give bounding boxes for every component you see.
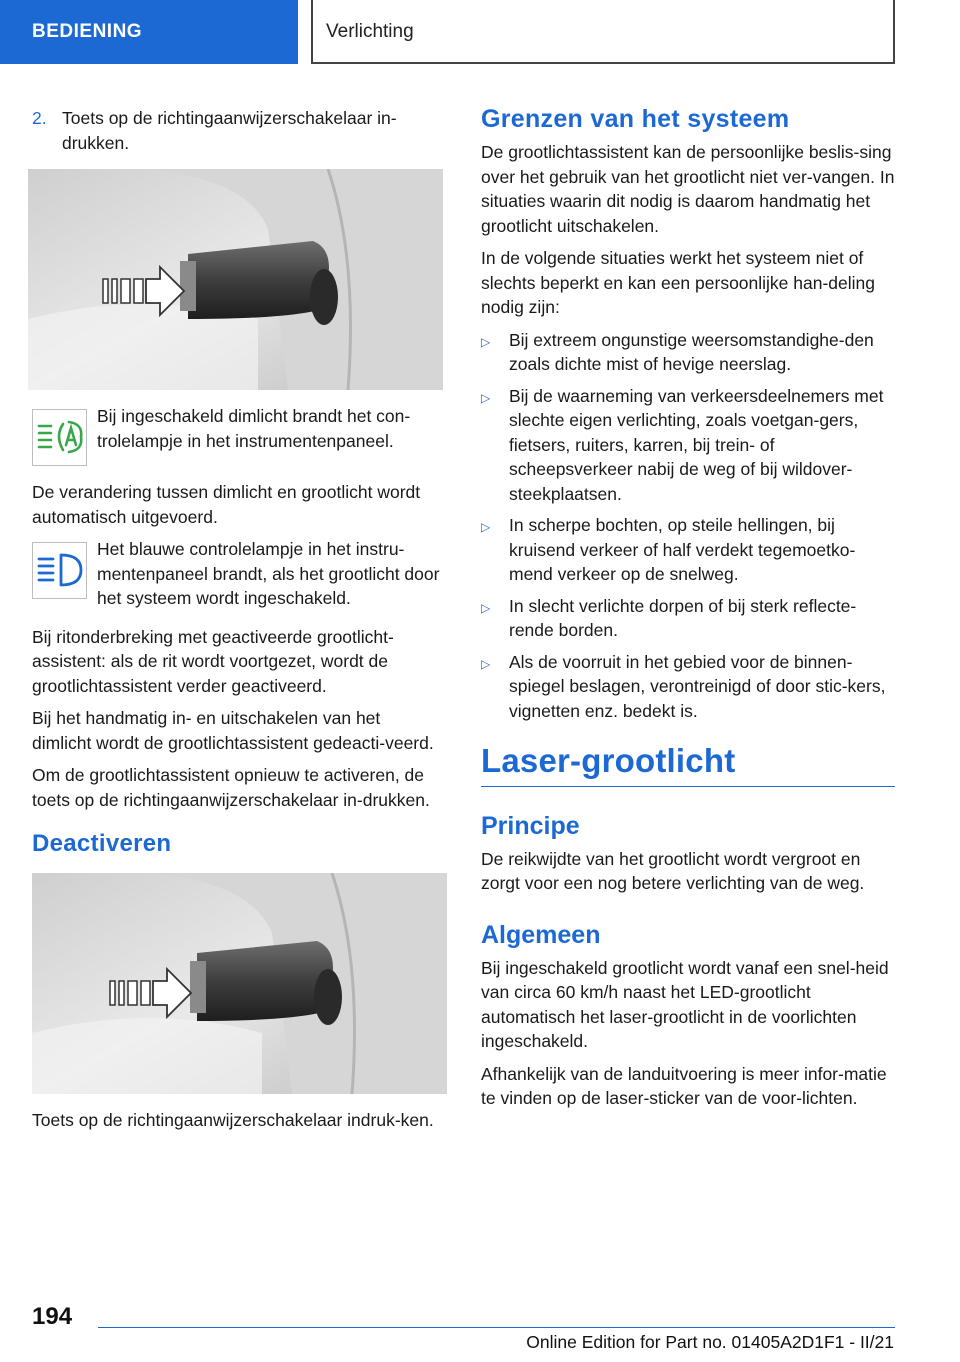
stalk-illustration-1 — [28, 169, 443, 390]
chapter-title: Verlichting — [326, 21, 414, 42]
list-item-text: Bij extreem ongunstige weersomstandighe-den zoals dichte mist of hevige neerslag. — [509, 329, 874, 374]
green-high-beam-assistant-icon — [32, 409, 87, 466]
paragraph: Bij ingeschakeld grootlicht wordt vanaf een snel-heid van circa 60 km/h naast het LED-grootlicht automatisch het laser-grootlicht in de voorlichten ingeschakeld. — [481, 957, 889, 1051]
paragraph: De verandering tussen dimlicht en grootlicht wordt automatisch uitgevoerd. — [32, 482, 421, 527]
paragraph: De grootlichtassistent kan de persoonlijke beslis-sing over het gebruik van het grootlicht niet ver-vangen. In situaties waarin dit nodig is daarom handmatig het grootlicht uitschakelen. — [481, 142, 895, 236]
triangle-bullet-icon: ▷ — [481, 390, 491, 405]
triangle-bullet-icon: ▷ — [481, 334, 491, 349]
triangle-bullet-icon: ▷ — [481, 656, 491, 671]
section-tab: BEDIENING — [0, 0, 298, 64]
list-item-text: In slecht verlichte dorpen of bij sterk reflecte-rende borden. — [509, 595, 857, 640]
heading-deactivate: Deactiveren — [32, 830, 172, 857]
triangle-bullet-icon: ▷ — [481, 600, 491, 615]
right-column — [481, 104, 895, 1119]
blue-indicator-text: Het blauwe controlelampje in het instru-mentenpaneel brandt, als het grootlicht door het systeem wordt ingeschakeld. — [97, 539, 440, 608]
list-item — [481, 328, 895, 377]
paragraph: Om de grootlichtassistent opnieuw te activeren, de toets op de richtingaanwijzerschakelaar in-drukken. — [32, 765, 430, 810]
step-number: 2. — [32, 108, 47, 128]
paragraph: Bij ritonderbreking met geactiveerde grootlicht-assistent: als de rit wordt voortgezet, wordt de grootlichtassistent verder geactiveerd. — [32, 626, 394, 696]
heading-general: Algemeen — [481, 920, 601, 949]
list-item-text: Bij de waarneming van verkeersdeelnemers met slechte eigen verlichting, zoals voetgan-gers, fietsers, ruiters, karren, bij trein- of scheepsverkeer nabij de weg of bij wildover-steekplaatsen. — [509, 385, 884, 504]
edition-text: Online Edition for Part no. 01405A2D1F1 - II/21 — [526, 1332, 894, 1352]
heading-principle: Principe — [481, 811, 580, 840]
list-item-text: Als de voorruit in het gebied voor de binnen-spiegel beslagen, verontreinigd of door stic-kers, vignetten enz. bedekt is. — [509, 651, 886, 721]
list-item — [481, 513, 895, 587]
paragraph: Toets op de richtingaanwijzerschakelaar indruk-ken. — [32, 1109, 434, 1130]
green-indicator-note — [32, 404, 444, 466]
list-item — [481, 650, 895, 724]
blue-high-beam-icon — [32, 542, 87, 599]
list-item — [481, 384, 895, 507]
limits-list — [481, 328, 895, 724]
paragraph: Afhankelijk van de landuitvoering is meer infor-matie te vinden op de laser-sticker van de voor-lichten. — [481, 1063, 887, 1108]
stalk-illustration-2 — [32, 873, 447, 1094]
step-text: Toets op de richtingaanwijzerschakelaar in-drukken. — [62, 108, 397, 153]
list-item-text: In scherpe bochten, op steile hellingen, bij kruisend verkeer of half verdekt tegemoetko-mend verkeer op de snelweg. — [509, 515, 856, 584]
blue-indicator-note — [32, 537, 444, 611]
paragraph: Bij het handmatig in- en uitschakelen van het dimlicht wordt de grootlichtassistent gedeacti-veerd. — [32, 708, 434, 753]
step-2 — [32, 106, 444, 155]
heading-laser-high-beam: Laser-grootlicht — [481, 749, 895, 787]
left-column — [32, 106, 444, 1140]
green-indicator-text: Bij ingeschakeld dimlicht brandt het con-trolelampje in het instrumentenpaneel. — [97, 406, 411, 451]
footer-divider — [98, 1327, 895, 1328]
list-item — [481, 594, 895, 643]
triangle-bullet-icon: ▷ — [481, 520, 491, 534]
paragraph: In de volgende situaties werkt het systeem niet of slechts beperkt en kan een persoonlijke han-deling nodig zijn: — [481, 248, 876, 317]
page-number: 194 — [32, 1303, 73, 1330]
paragraph: De reikwijdte van het grootlicht wordt vergroot en zorgt voor een nog betere verlichting van de weg. — [481, 848, 865, 893]
heading-system-limits: Grenzen van het systeem — [481, 105, 790, 133]
